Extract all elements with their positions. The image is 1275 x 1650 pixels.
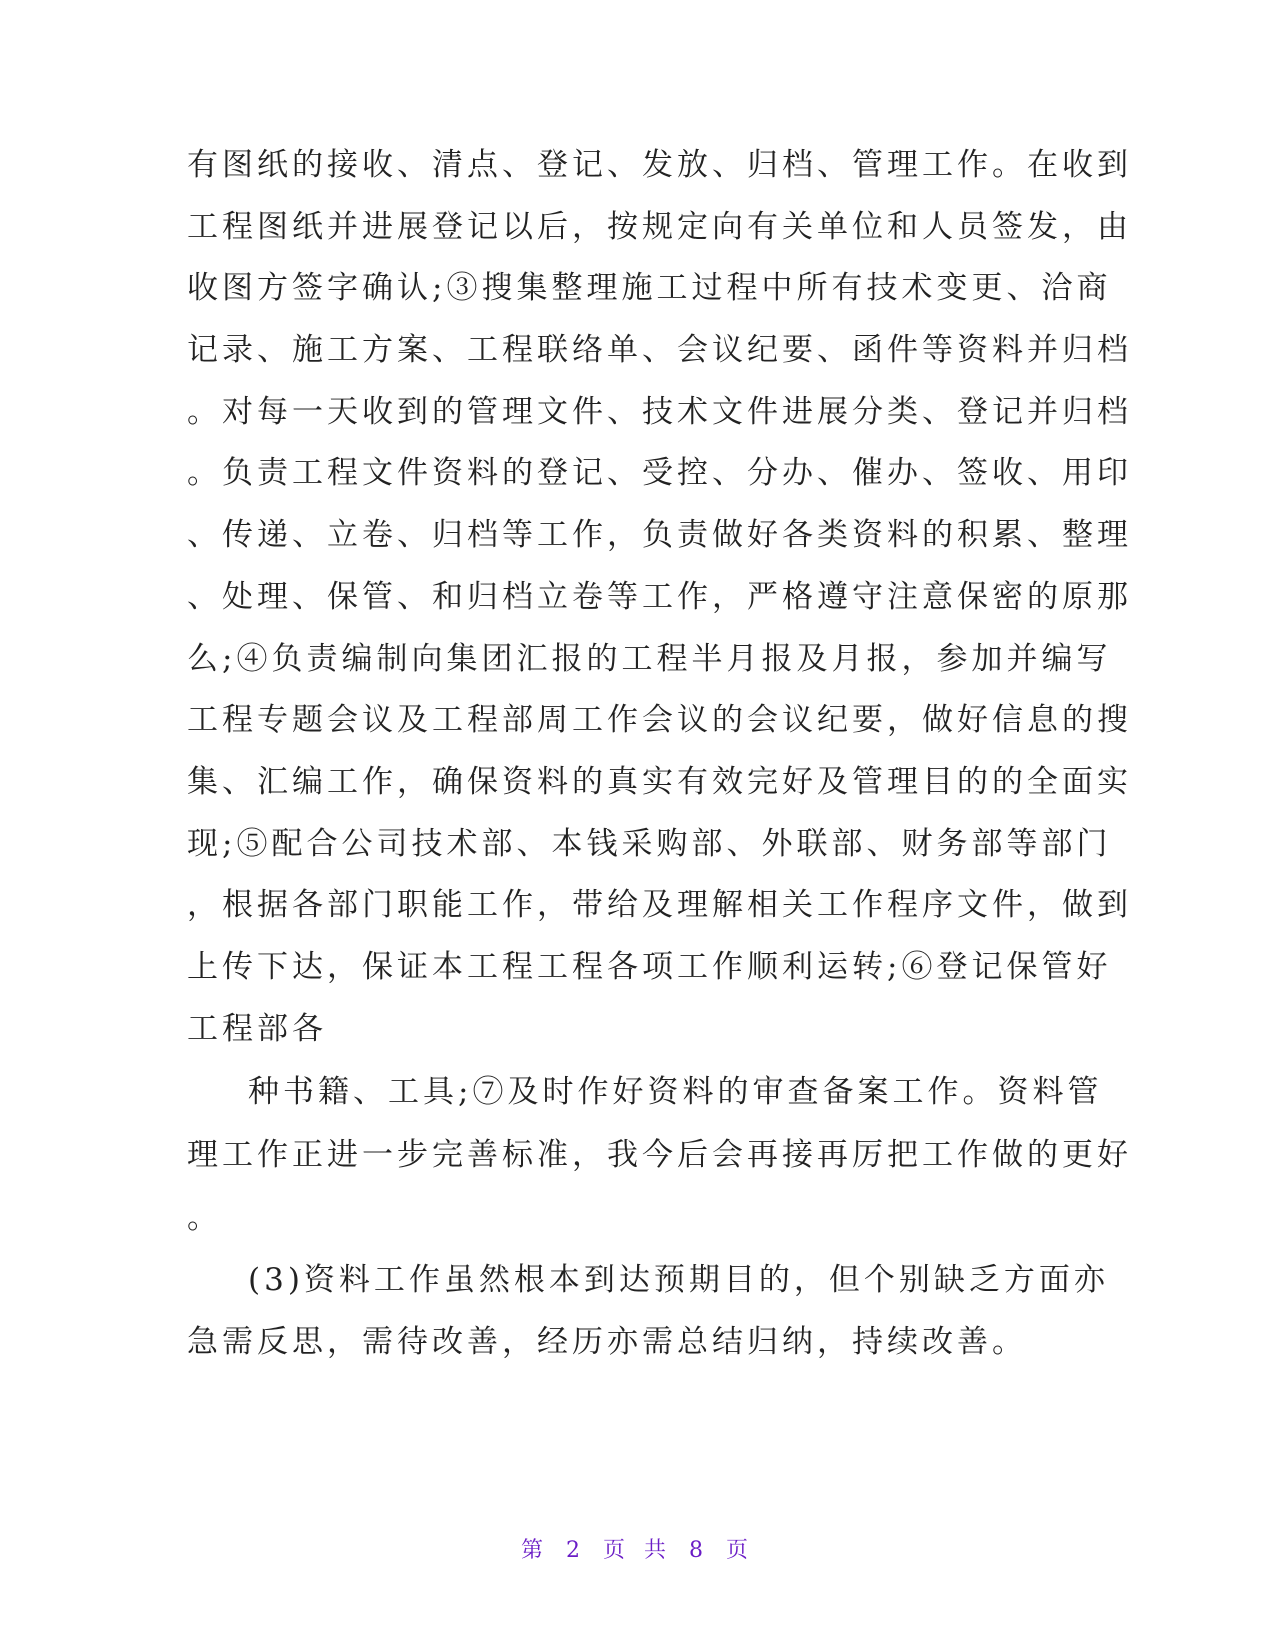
text-line: 工程部各 (187, 1011, 327, 1047)
text-line: 种书籍、工具;⑦及时作好资料的审查备案工作。资料管 (248, 1074, 1103, 1110)
text-line: 工程图纸并进展登记以后，按规定向有关单位和人员签发，由 (187, 209, 1132, 245)
footer-suffix: 页 (726, 1538, 755, 1563)
text-line: 工程专题会议及工程部周工作会议的会议纪要，做好信息的搜 (187, 702, 1132, 738)
text-line: 、传递、立卷、归档等工作，负责做好各类资料的积累、整理 (187, 517, 1132, 553)
text-line: 、处理、保管、和归档立卷等工作，严格遵守注意保密的原那 (187, 579, 1132, 615)
text-line: 。对每一天收到的管理文件、技术文件进展分类、登记并归档 (187, 394, 1132, 430)
total-page-count: 8 (689, 1538, 709, 1563)
text-line: 记录、施工方案、工程联络单、会议纪要、函件等资料并归档 (187, 332, 1132, 368)
text-line: 上传下达，保证本工程工程各项工作顺利运转;⑥登记保管好 (187, 949, 1112, 985)
text-line: 。 (187, 1200, 222, 1236)
footer-middle: 页 共 (603, 1538, 672, 1563)
text-line: (3)资料工作虽然根本到达预期目的，但个别缺乏方面亦 (248, 1262, 1109, 1298)
text-line: 理工作正进一步完善标准，我今后会再接再厉把工作做的更好 (187, 1137, 1132, 1173)
text-line: 集、汇编工作，确保资料的真实有效完好及管理目的的全面实 (187, 764, 1132, 800)
text-line: 现;⑤配合公司技术部、本钱采购部、外联部、财务部等部门 (187, 826, 1112, 862)
current-page-number: 2 (566, 1538, 586, 1563)
text-line: 收图方签字确认;③搜集整理施工过程中所有技术变更、洽商 (187, 270, 1112, 306)
text-line: 急需反思，需待改善，经历亦需总结归纳，持续改善。 (187, 1324, 1027, 1360)
text-line: 。负责工程文件资料的登记、受控、分办、催办、签收、用印 (187, 455, 1132, 491)
text-line: 有图纸的接收、清点、登记、发放、归档、管理工作。在收到 (187, 147, 1132, 183)
page-footer (0, 1533, 1275, 1564)
text-line: ，根据各部门职能工作，带给及理解相关工作程序文件，做到 (187, 887, 1132, 923)
footer-prefix: 第 (520, 1538, 549, 1563)
text-line: 么;④负责编制向集团汇报的工程半月报及月报，参加并编写 (187, 641, 1112, 677)
